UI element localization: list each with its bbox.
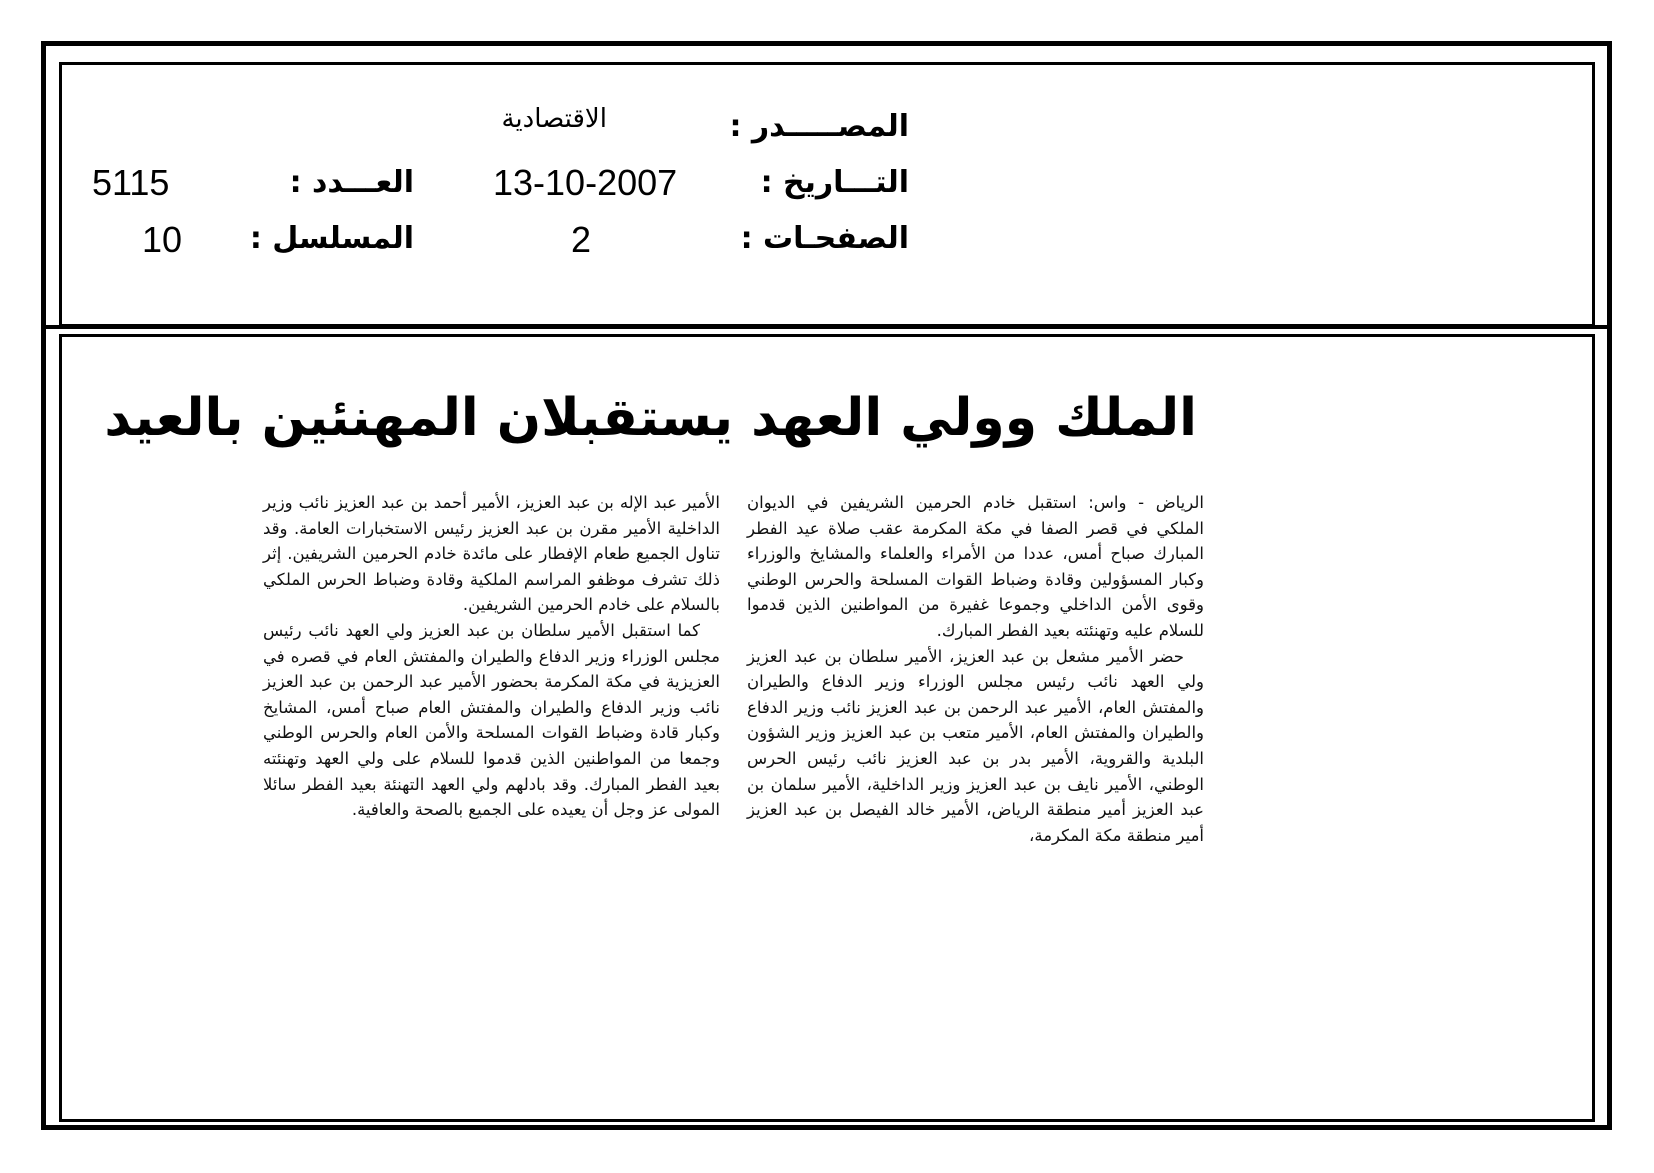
source-label: المصـــــدر : — [729, 109, 909, 144]
serial-label: المسلسل : — [249, 221, 414, 256]
paragraph: الأمير عبد الإله بن عبد العزيز، الأمير أحمد بن عبد العزيز نائب وزير الداخلية الأمير مقرن بن عبد العزيز رئيس الاستخبارات العامة. وقد تناول الجميع طعام الإفطار على مائدة خادم الحرمين الشريفين. إثر ذلك تشرف موظفو المراسم الملكية وقادة وضباط الحرس الملكي بالسلام على خادم الحرمين الشريفين. — [263, 493, 720, 615]
article-column-right — [747, 490, 1204, 848]
header-divider — [46, 325, 1607, 334]
issue-value: 5115 — [92, 162, 170, 203]
paragraph: حضر الأمير مشعل بن عبد العزيز، الأمير سلطان بن عبد العزيز ولي العهد نائب رئيس مجلس الوزراء وزير الدفاع والطيران والمفتش العام، الأمير عبد الرحمن بن عبد العزيز نائب وزير الدفاع والطيران والمفتش العام، الأمير متعب بن عبد العزيز وزير الشؤون البلدية والقروية، الأمير بدر بن عبد العزيز نائب رئيس الحرس الوطني، الأمير نايف بن عبد العزيز وزير الداخلية، الأمير سلمان بن عبد العزيز أمير منطقة الرياض، الأمير خالد الفيصل بن عبد العزيز أمير منطقة مكة المكرمة، — [747, 646, 1204, 845]
issue-label: العـــدد : — [289, 165, 414, 200]
date-value: 13-10-2007 — [493, 162, 678, 203]
date-label: التـــاريخ : — [760, 165, 909, 200]
source-value: الاقتصادية — [501, 104, 607, 134]
paragraph: الرياض - واس: استقبل خادم الحرمين الشريفين في الديوان الملكي في قصر الصفا في مكة المكرمة عقب صلاة عيد الفطر المبارك صباح أمس، عددا من الأمراء والعلماء والمشايخ والوزراء وكبار المسؤولين وقادة وضباط القوات المسلحة والحرس الوطني وقوى الأمن الداخلي وجموعا غفيرة من المواطنين الذين قدموا للسلام عليه وتهنئته بعيد الفطر المبارك. — [747, 493, 1204, 640]
article-column-left — [263, 490, 720, 823]
pages-label: الصفحـات : — [740, 221, 909, 256]
serial-value: 10 — [142, 219, 183, 260]
paragraph: كما استقبل الأمير سلطان بن عبد العزيز ولي العهد نائب رئيس مجلس الوزراء وزير الدفاع والطيران والمفتش العام في قصره في العزيزية في مكة المكرمة بحضور الأمير عبد الرحمن بن عبد العزيز نائب وزير الدفاع والطيران والمفتش العام صباح أمس، المشايخ وكبار قادة وضباط القوات المسلحة والأمن العام والحرس الوطني وجمعا من المواطنين الذين قدموا للسلام على ولي العهد وتهنئته بعيد الفطر المبارك. وقد بادلهم ولي العهد التهنئة بعيد الفطر سائلا المولى عز وجل أن يعيده على الجميع بالصحة والعافية. — [263, 620, 720, 820]
article-headline: الملك وولي العهد يستقبلان المهنئين بالعيد — [104, 388, 1197, 448]
pages-value: 2 — [571, 219, 592, 260]
